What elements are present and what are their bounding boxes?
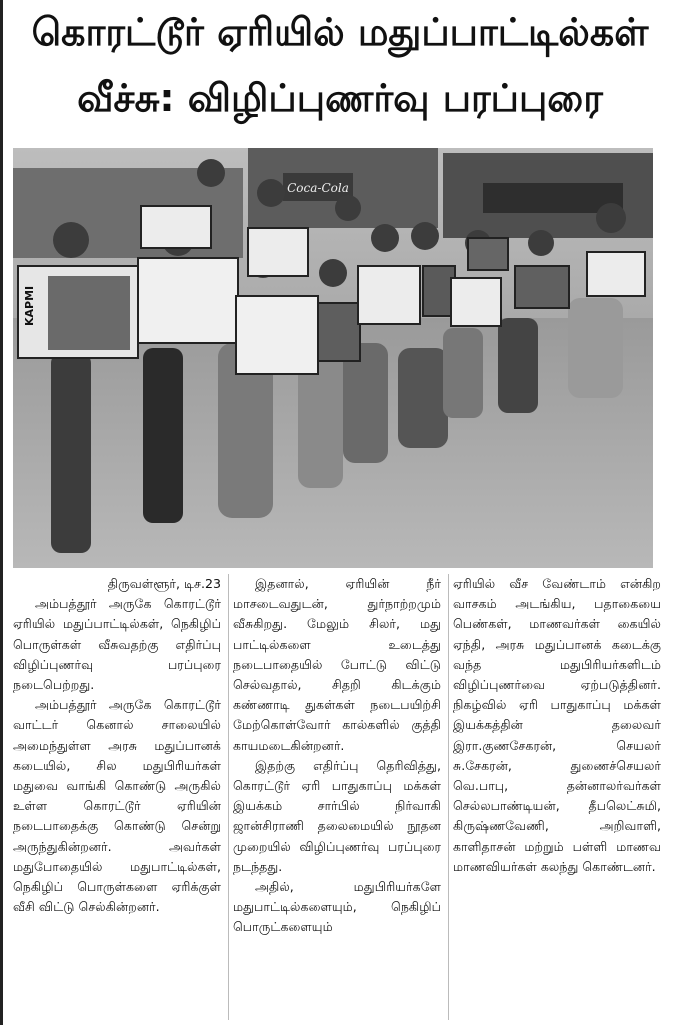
article-body (13, 574, 661, 1020)
photo-placard-logo-text: KAPMI (23, 285, 36, 326)
article-dateline: திருவள்ளூர், டிச.23 (107, 576, 221, 591)
article-column-3 (453, 574, 661, 1020)
article-paragraph: இதனால், ஏரியின் நீர் மாசடைவதுடன், துர்நாற்றமும் வீசுகிறது. மேலும் சிலர், மது பாட்டில்களை உடைத்து நடைபாதையில் போட்டு விட்டு செல்வதால், சிதறி கிடக்கும் கண்ணாடி துகள்கள் நடைபயிற்சி மேற்கொள்வோர் கால்களில் குத்தி காயமடைகின்றனர். (233, 576, 441, 753)
headline-line-1: கொரட்டூர் ஏரியில் மதுப்பாட்டில்கள் (31, 10, 649, 54)
article-paragraph: அம்பத்தூர் அருகே கொரட்டூர் ஏரியில் மதுப்பாட்டில்கள், நெகிழிப் பொருள்கள் வீசுவதற்கு எதிர்ப்பு விழிப்புணர்வு பரப்புரை நடைபெற்றது. (13, 596, 221, 693)
article-column-1 (13, 574, 221, 1020)
article-paragraph: அம்பத்தூர் அருகே கொரட்டூர் வாட்டர் கெனால் சாலையில் அமைந்துள்ள அரசு மதுப்பானக் கடையில், சில மதுபிரியர்கள் மதுவை வாங்கி கொண்டு அருகில் உள்ள கொரட்டூர் ஏரியின் நடைபாதைக்கு கொண்டு சென்று அருந்துகின்றனர். அவர்கள் மதுபோதையில் மதுபாட்டில்கள், நெகிழிப் பொருள்களை ஏரிக்குள் வீசி விட்டு செல்கின்றனர். (13, 697, 221, 915)
article-paragraph: ஏரியில் வீச வேண்டாம் என்கிற வாசகம் அடங்கிய, பதாகையை பெண்கள், மாணவர்கள் கையில் ஏந்தி, அரசு மதுப்பானக் கடைக்கு வந்த மதுபிரியர்களிடம் விழிப்புணர்வை ஏற்படுத்தினர். நிகழ்வில் ஏரி பாதுகாப்பு மக்கள் இயக்கத்தின் தலைவர் இரா.குணசேகரன், செயலர் சு.சேகரன், துணைச்செயலர் வெ.பாபு, தன்னாலர்வர்கள் செல்லபாண்டியன், தீபலெட்சுமி, கிருஷ்ணவேணி, அறிவாளி, காளிதாசன் மற்றும் பள்ளி மாணவ மாணவியர்கள் கலந்து கொண்டனர். (453, 576, 661, 874)
photo-storefront-text: Coca-Cola (287, 181, 349, 195)
news-photo (13, 148, 653, 568)
headline-line-2: வீச்சு: விழிப்புணர்வு பரப்புரை (77, 76, 603, 120)
article-column-2 (233, 574, 441, 1020)
page-left-border (0, 0, 3, 1025)
article-paragraph: அதில், மதுபிரியர்களே மதுபாட்டில்களையும், நெகிழிப் பொருட்களையும் (233, 879, 441, 935)
article-paragraph: இதற்கு எதிர்ப்பு தெரிவித்து, கொரட்டூர் ஏரி பாதுகாப்பு மக்கள் இயக்கம் சார்பில் நிர்வாகி ஜான்சிராணி தலைமையில் நூதன முறையில் விழிப்புணர்வு பரப்புரை நடந்தது. (233, 757, 441, 874)
